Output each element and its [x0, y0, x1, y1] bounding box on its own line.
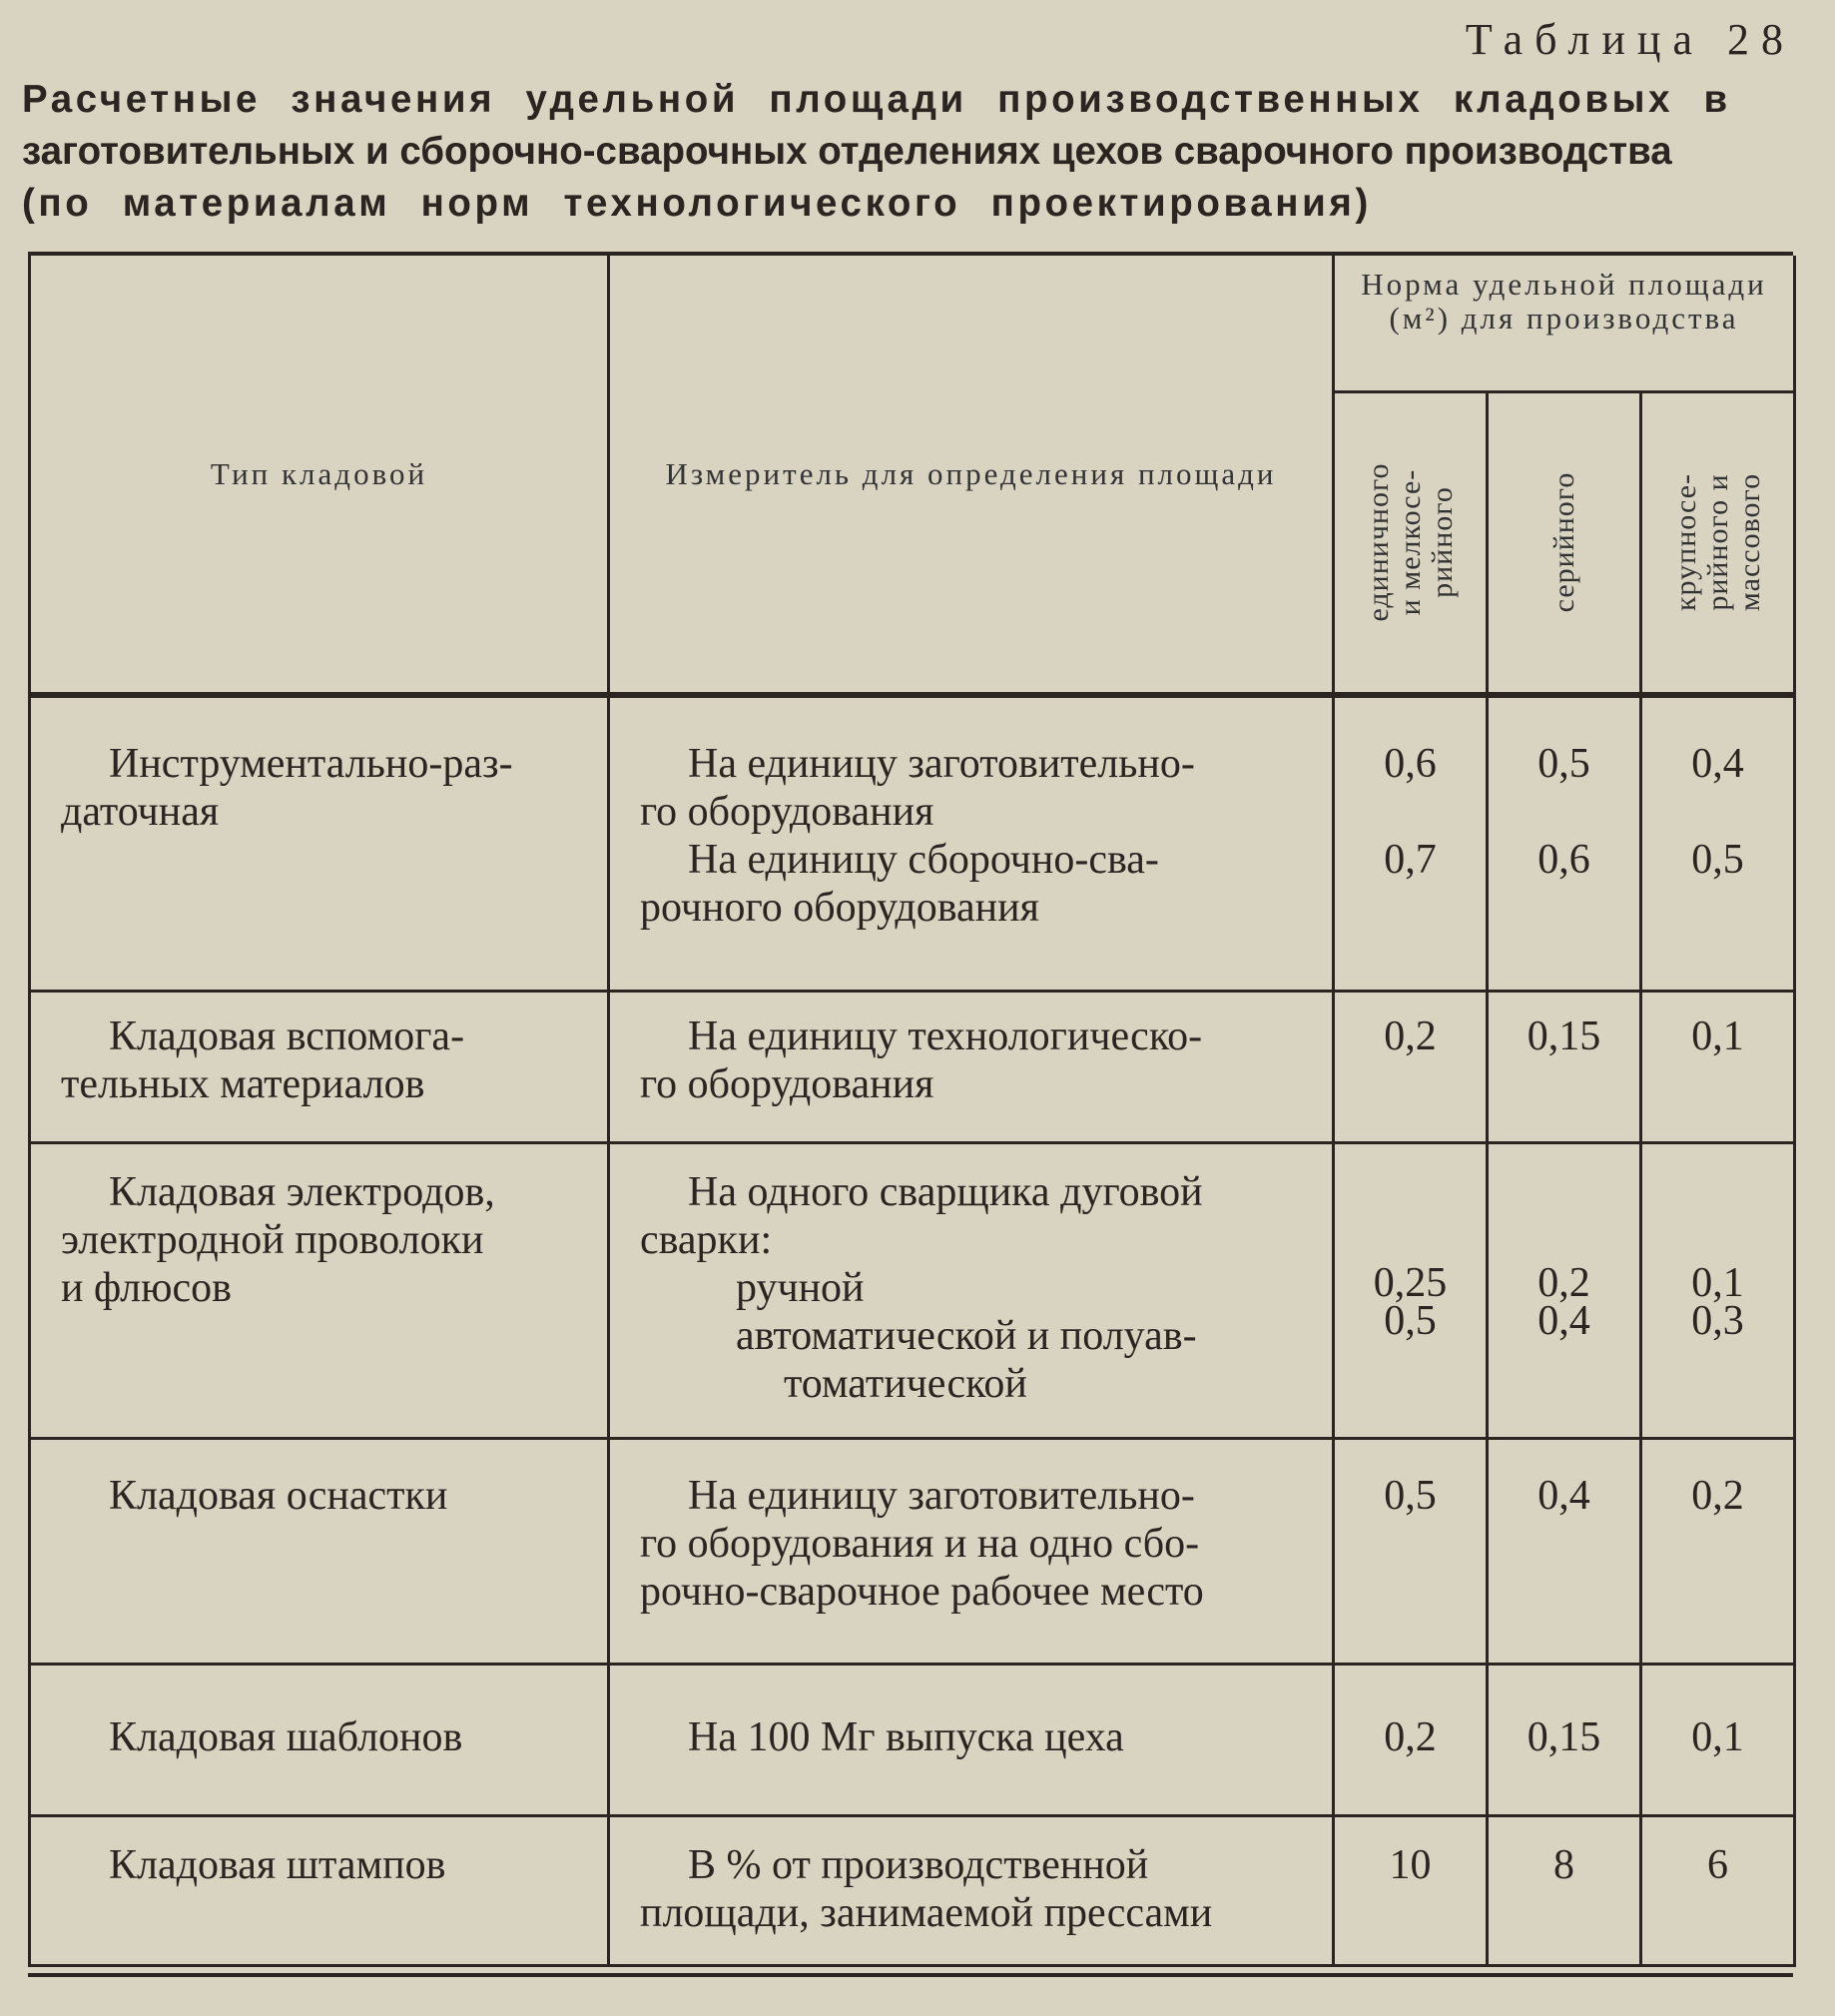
storage-type: Кладовая шаблонов — [30, 1664, 609, 1815]
value-mass: 0,1 — [1641, 1664, 1795, 1815]
value-mass: 0,4 0,5 — [1641, 695, 1795, 991]
table-row — [30, 1664, 1795, 1815]
value-single: 10 — [1334, 1815, 1488, 1965]
title-line: заготовительных и сборочно-сварочных отделениях цехов сварочного производства — [22, 130, 1672, 173]
measure: На одного сварщика дуговой сварки: ручной автоматической и полуав- томатической — [609, 1142, 1334, 1438]
value-serial: 0,2 0,4 — [1488, 1142, 1641, 1438]
value-serial: 0,5 0,6 — [1488, 695, 1641, 991]
storage-type: Кладовая штампов — [30, 1815, 609, 1965]
storage-type: Инструментально-раз- даточная — [30, 695, 609, 991]
header-col-mass: крупносе- рийного и массового — [1641, 391, 1795, 695]
header-row — [30, 256, 1795, 391]
value-serial: 0,15 — [1488, 1664, 1641, 1815]
table-row — [30, 991, 1795, 1142]
value-single: 0,6 0,7 — [1334, 695, 1488, 991]
value-mass: 0,2 — [1641, 1438, 1795, 1664]
value-single: 0,2 — [1334, 991, 1488, 1142]
value-mass: 6 — [1641, 1815, 1795, 1965]
value-single: 0,5 — [1334, 1438, 1488, 1664]
value-single: 0,2 — [1334, 1664, 1488, 1815]
table-number: Таблица 28 — [1465, 15, 1795, 64]
title-line: Расчетные значения удельной площади производственных кладовых в — [22, 78, 1731, 121]
title-line: (по материалам норм технологического проектирования) — [22, 182, 1372, 225]
storage-area-table — [28, 256, 1796, 1967]
value-single: 0,25 0,5 — [1334, 1142, 1488, 1438]
value-serial: 0,15 — [1488, 991, 1641, 1142]
header-norm: Норма удельной площади (м²) для производства — [1334, 256, 1795, 391]
measure: На единицу заготовительно- го оборудования и на одно сбо- рочно-сварочное рабочее место — [609, 1438, 1334, 1664]
measure: На единицу технологическо- го оборудования — [609, 991, 1334, 1142]
table-row — [30, 1142, 1795, 1438]
table-row — [30, 1438, 1795, 1664]
header-type: Тип кладовой — [30, 256, 609, 695]
value-mass: 0,1 0,3 — [1641, 1142, 1795, 1438]
storage-type: Кладовая вспомога- тельных материалов — [30, 991, 609, 1142]
storage-type: Кладовая оснастки — [30, 1438, 609, 1664]
value-serial: 8 — [1488, 1815, 1641, 1965]
table-title — [22, 74, 1819, 230]
value-serial: 0,4 — [1488, 1438, 1641, 1664]
header-measure: Измеритель для определения площади — [609, 256, 1334, 695]
value-mass: 0,1 — [1641, 991, 1795, 1142]
storage-type: Кладовая электродов, электродной проволоки и флюсов — [30, 1142, 609, 1438]
header-col-single: единичного и мелкосе- рийного — [1334, 391, 1488, 695]
header-col-serial: серийного — [1488, 391, 1641, 695]
table-row — [30, 695, 1795, 991]
measure: На 100 Мг выпуска цеха — [609, 1664, 1334, 1815]
table-row — [30, 1815, 1795, 1965]
measure: В % от производственной площади, занимаемой прессами — [609, 1815, 1334, 1965]
measure: На единицу заготовительно- го оборудования На единицу сборочно-сва- рочного оборудования — [609, 695, 1334, 991]
